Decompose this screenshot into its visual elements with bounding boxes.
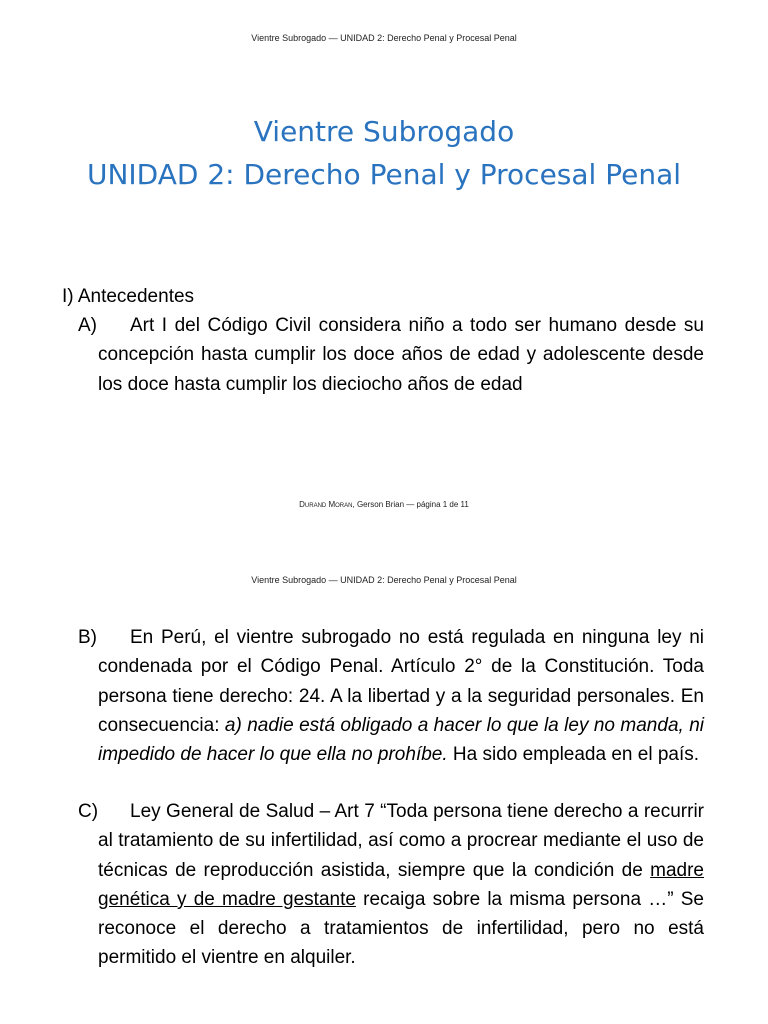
list-item-letter: B)	[78, 627, 97, 648]
list-item-text	[98, 623, 704, 769]
list-item	[78, 623, 704, 769]
list-item-text	[98, 797, 704, 973]
list-item-text-part: Ley General de Salud – Art 7 “Toda persona tiene derecho a recurrir al tratamiento de su infertilidad, así como a procrear mediante el uso de técnicas de reproducción asistida, siempre que la condición de	[98, 801, 704, 881]
footer-author: Durand Moran,	[299, 500, 355, 509]
list-item-letter: A)	[78, 315, 97, 336]
footer-page-info: Gerson Brian — página 1 de 11	[356, 500, 469, 509]
list-item-text-part: Ha sido empleada en el país.	[447, 744, 700, 766]
list-item	[78, 797, 704, 973]
page-header: Vientre Subrogado — UNIDAD 2: Derecho Penal y Procesal Penal	[251, 575, 517, 585]
document-title: Vientre Subrogado	[253, 115, 515, 148]
page-footer	[0, 500, 768, 509]
page-header: Vientre Subrogado — UNIDAD 2: Derecho Penal y Procesal Penal	[251, 33, 517, 43]
list-item	[78, 311, 704, 399]
list-item-text-part: recaiga sobre la misma persona …” Se reconoce el derecho a tratamientos de infertilidad, pero no está permitido el vientre en alquiler.	[98, 888, 704, 969]
document-subtitle: UNIDAD 2: Derecho Penal y Procesal Penal	[86, 158, 682, 191]
section-heading: I) Antecedentes	[62, 286, 195, 307]
underlined-text: madre genética y de madre gestante	[98, 859, 704, 910]
quoted-law-text: a) nadie está obligado a hacer lo que la ley no manda, ni impedido de hacer lo que ella no prohíbe.	[98, 714, 704, 766]
list-item-text: Art I del Código Civil considera niño a todo ser humano desde su concepción hasta cumplir los doce años de edad y adolescente desde los doce hasta cumplir los dieciocho años de edad	[98, 315, 704, 395]
list-item-text-part: En Perú, el vientre subrogado no está regulada en ninguna ley ni condenada por el Código Penal. Artículo 2° de la Constitución. Toda persona tiene derecho: 24. A la libertad y a la seguridad personales. En consecuencia:	[98, 627, 704, 736]
title-block	[60, 112, 708, 191]
list-item-letter: C)	[78, 801, 99, 822]
